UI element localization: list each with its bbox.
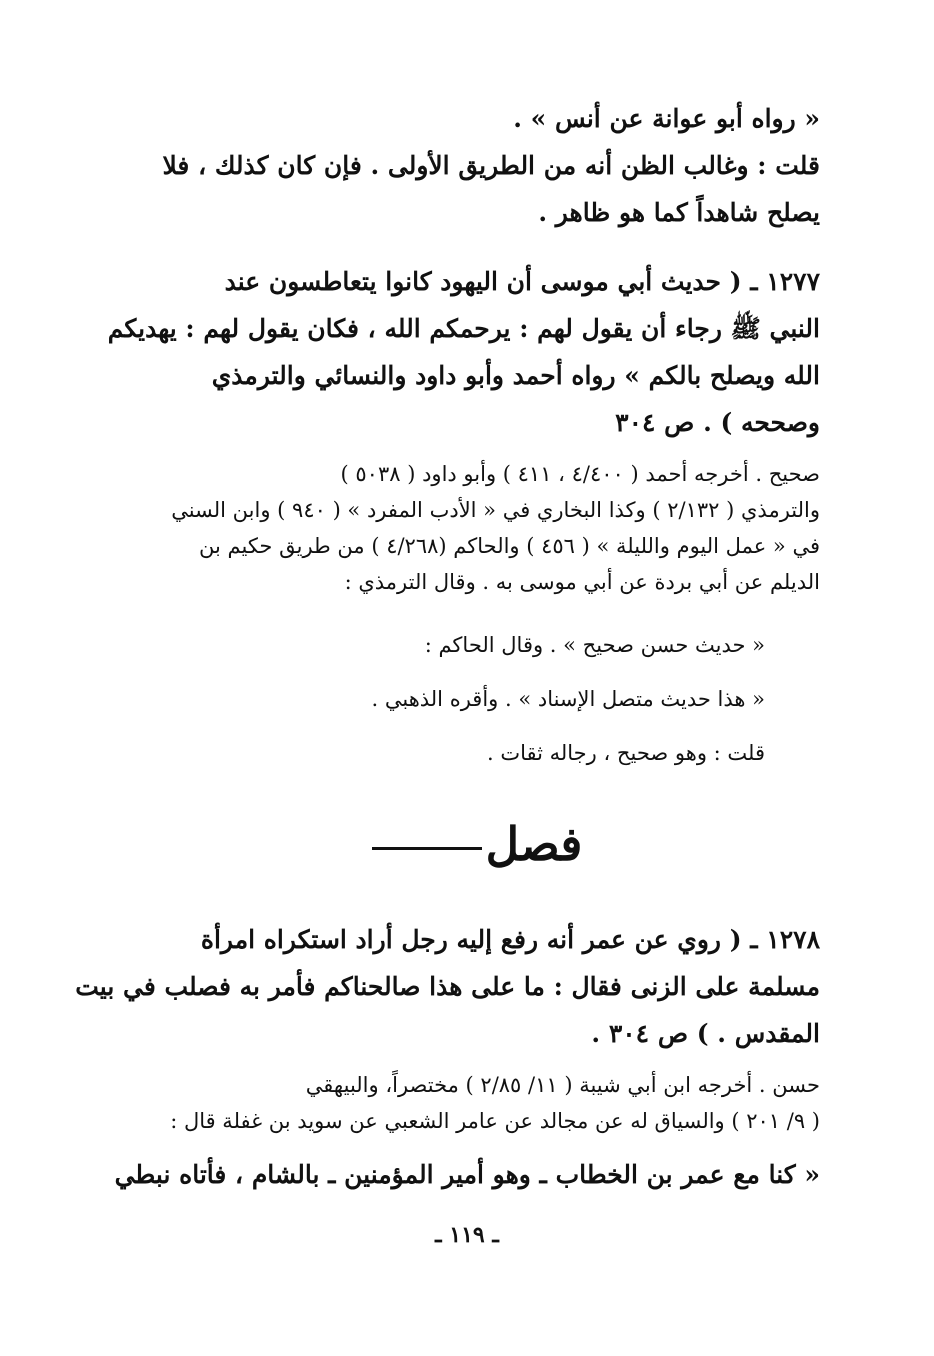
takhrij-1277-line: في « عمل اليوم والليلة » ( ٤٥٦ ) والحاكم (٤/٢٦٨ ) من طريق حكيم بن <box>199 534 820 558</box>
page-number: ـ ١١٩ ـ <box>435 1222 499 1248</box>
takhrij-1277-line: والترمذي ( ٢/١٣٢ ) وكذا البخاري في « الأدب المفرد » ( ٩٤٠ ) وابن السني <box>171 498 820 522</box>
section-heading: فصل <box>130 814 820 874</box>
text-line: يصلح شاهداً كما هو ظاهر . <box>538 198 820 227</box>
hadith-1277-line: ١٢٧٧ ـ ( حديث أبي موسى أن اليهود كانوا يتعاطسون عند <box>224 267 820 296</box>
hadith-1277-line: وصححه ) . ص ٣٠٤ <box>615 408 820 437</box>
quote-line: « حديث حسن صحيح » . وقال الحاكم : <box>424 633 765 657</box>
takhrij-1278-line: ( ٩/ ٢٠١ ) والسياق له عن مجالد عن عامر الشعبي عن سويد بن غفلة قال : <box>170 1109 820 1133</box>
hadith-1278-line: مسلمة على الزنى فقال : ما على هذا صالحناكم فأمر به فصلب في بيت <box>75 972 820 1001</box>
takhrij-1277-line: صحيح . أخرجه أحمد ( ٤/٤٠٠ ، ٤١١ ) وأبو داود ( ٥٠٣٨ ) <box>340 462 820 486</box>
quote-line: قلت : وهو صحيح ، رجاله ثقات . <box>486 741 765 765</box>
takhrij-1278-line: حسن . أخرجه ابن أبي شيبة ( ١١/ ٢/٨٥ ) مختصراً، والبيهقي <box>305 1073 820 1097</box>
text-line: « رواه أبو عوانة عن أنس » . <box>513 104 820 133</box>
hadith-1277-line: الله ويصلح بالكم » رواه أحمد وأبو داود والنسائي والترمذي <box>211 361 820 390</box>
hadith-1277-line: النبي ﷺ رجاء أن يقول لهم : يرحمكم الله ، فكان يقول لهم : يهديكم <box>107 314 820 343</box>
page-body <box>75 95 820 1198</box>
takhrij-1277-line: الديلم عن أبي بردة عن أبي موسى به . وقال الترمذي : <box>344 570 820 594</box>
hadith-1278-line: ١٢٧٨ ـ ( روي عن عمر أنه رفع إليه رجل أراد استكراه امرأة <box>200 925 820 954</box>
hadith-1278-line: المقدس . ) ص ٣٠٤ . <box>591 1019 820 1048</box>
heading-flourish <box>372 847 482 850</box>
quote-line: « هذا حديث متصل الإسناد » . وأقره الذهبي . <box>371 687 765 711</box>
text-line: قلت : وغالب الظن أنه من الطريق الأولى . فإن كان كذلك ، فلا <box>162 151 820 180</box>
text-line: « كنا مع عمر بن الخطاب ـ وهو أمير المؤمنين ـ بالشام ، فأتاه نبطي <box>114 1160 820 1189</box>
